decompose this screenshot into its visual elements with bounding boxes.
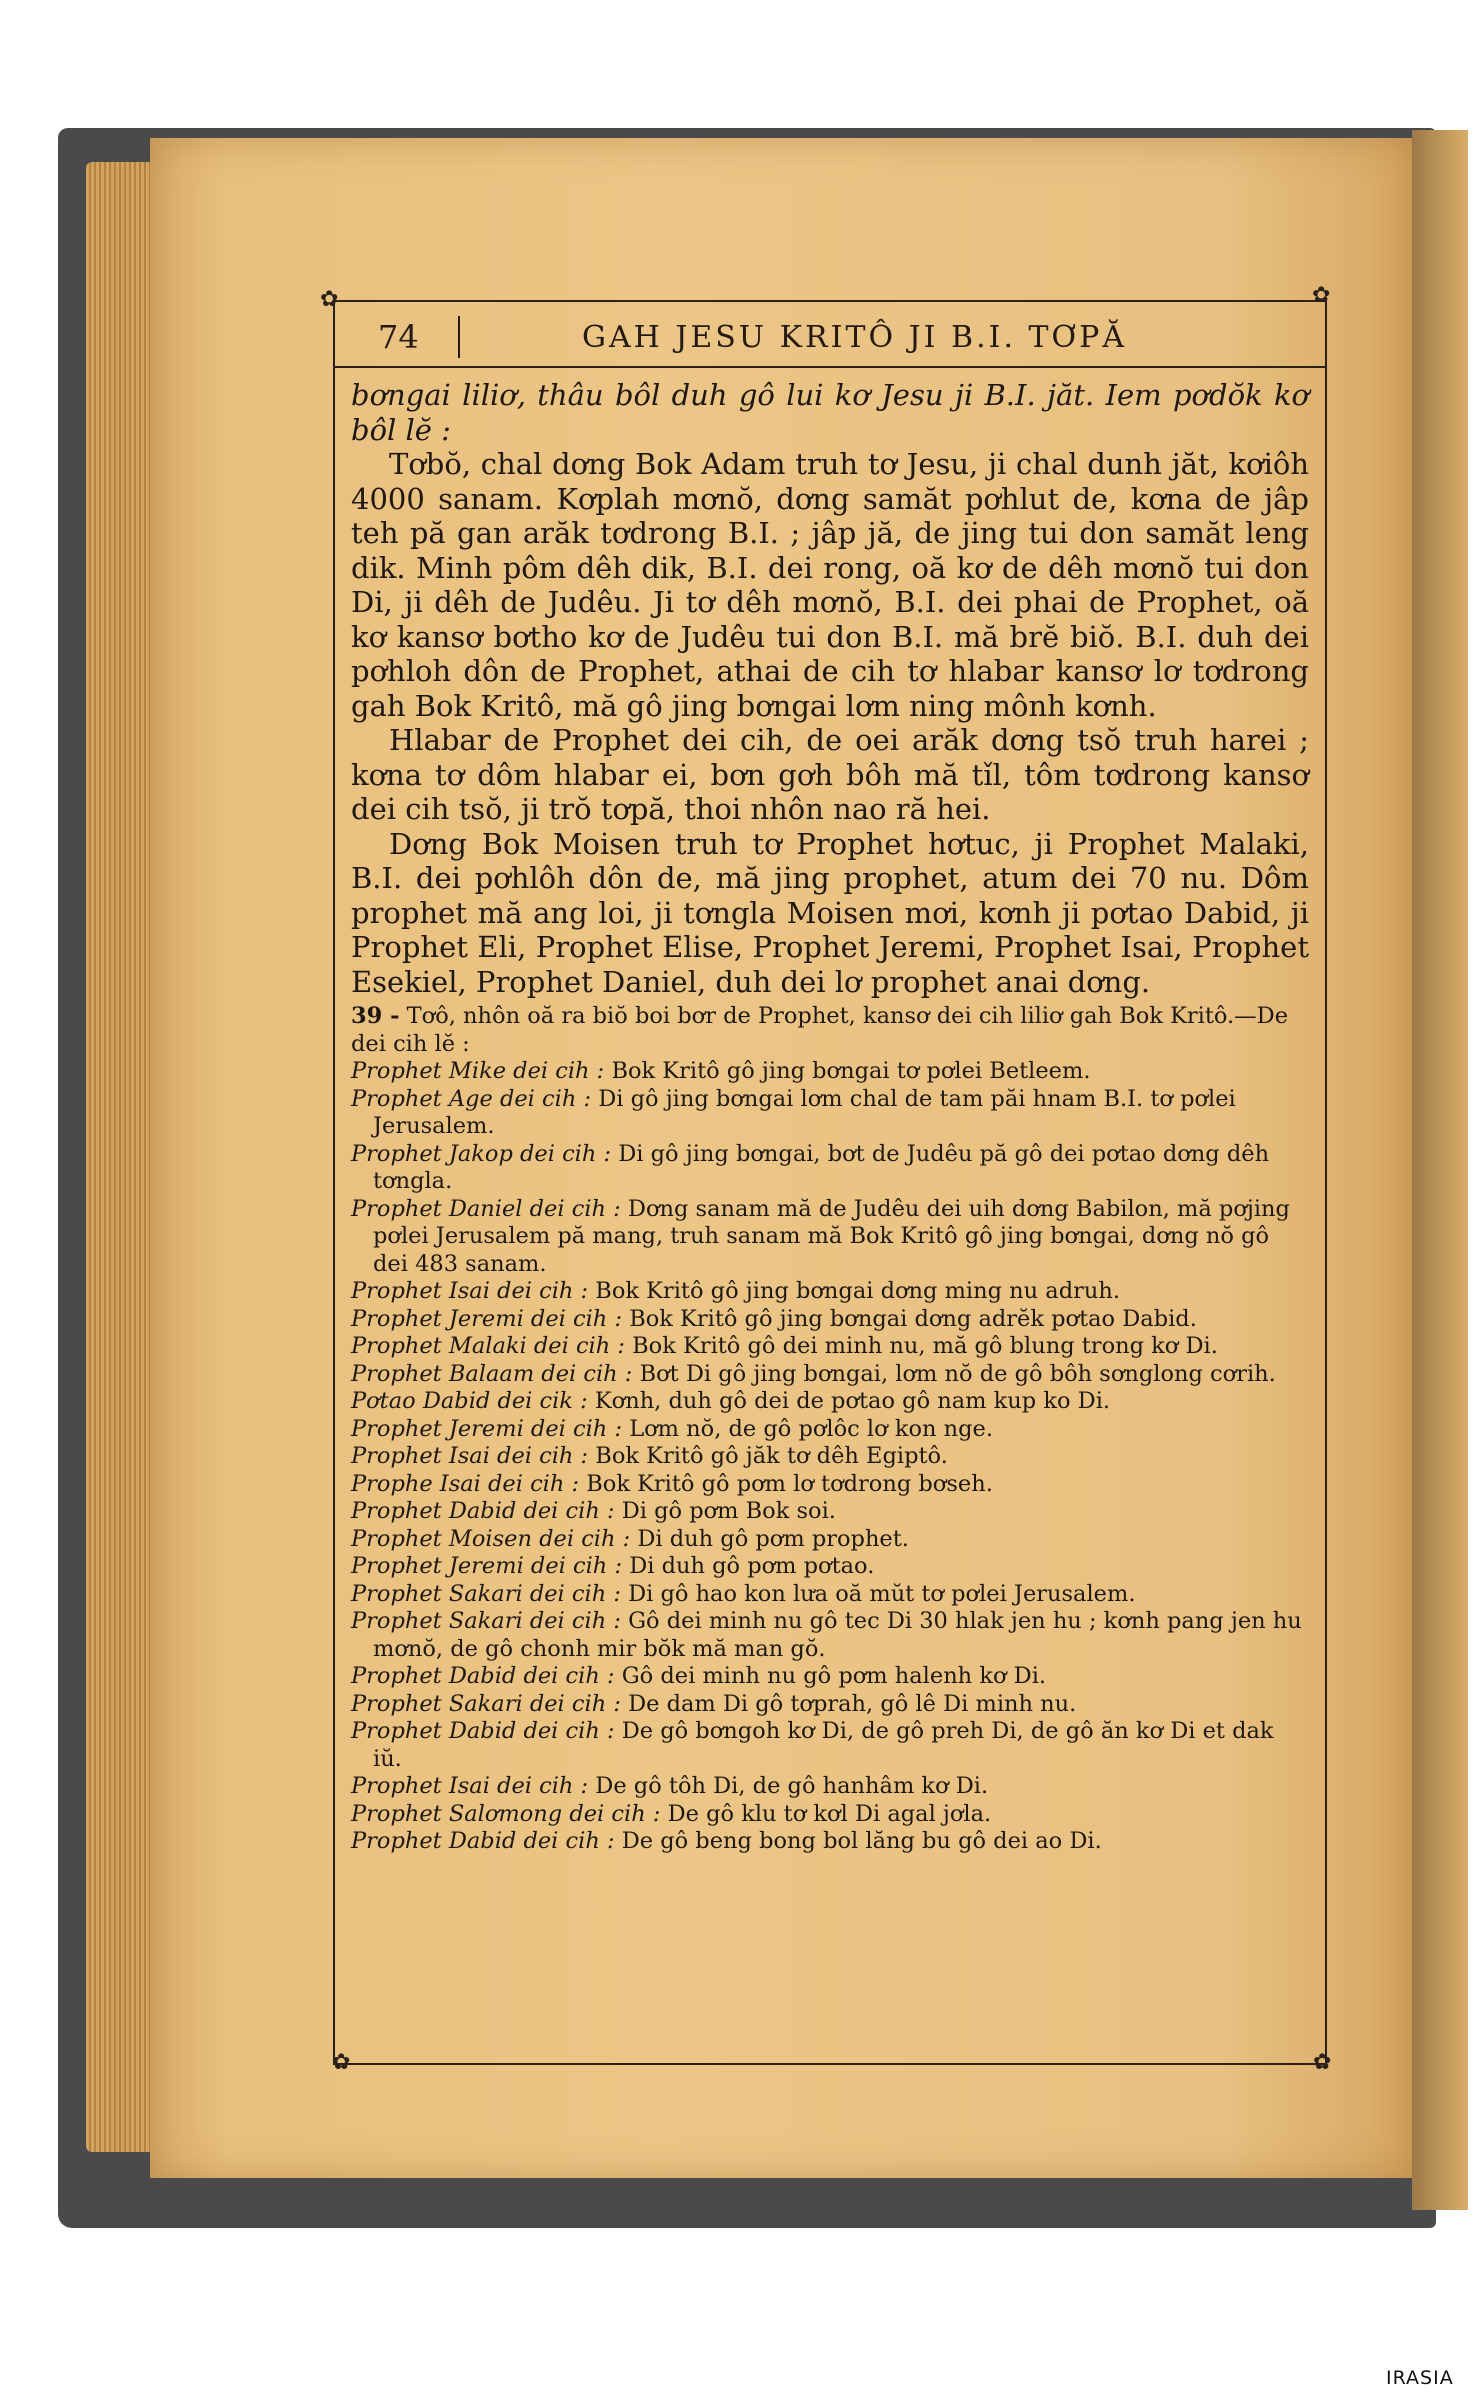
prophecy-text: Gô dei minh nu gô pơm halenh kơ Di. [621,1663,1047,1689]
prophecy-line [351,1581,1309,1609]
prophet-name: Prophet Sakari dei cih : [351,1580,621,1607]
page-header [340,310,1315,362]
prophecy-line [351,1498,1309,1526]
prophet-name: Prophet Isai dei cih : [351,1278,589,1304]
prophet-name: Prophet Dabid dei cih : [351,1718,615,1744]
prophet-name: Prophet Moisen dei cih : [351,1525,631,1552]
prophecy-text: Bok Kritô gô jing bơngai dơng ming nu adruh. [595,1278,1121,1304]
prophecy-text: Dơng sanam mă de Judêu dei uih dơng Babilon, mă pơjing pơlei Jerusalem pă mang, truh sanam mă Bok Kritô gô jing bơngai, dơng nŏ gô dei 483 sanam. [373,1195,1290,1277]
prophecy-line [351,1306,1309,1334]
prophecy-line [351,1086,1309,1141]
facing-page-edge [1412,130,1468,2210]
prophecy-text: Lơm nŏ, de gô pơlôc lơ kon nge. [629,1415,993,1442]
prophecy-text: Di duh gô pơm prophet. [637,1525,909,1552]
prophecy-text: Di gô pơm Bok soi. [621,1498,836,1524]
prophet-name: Prophet Dabid dei cih : [351,1828,615,1854]
prophecy-list [351,1058,1309,1856]
prophecy-line [351,1333,1309,1361]
prophet-name: Prophe Isai dei cih : [351,1470,580,1497]
prophecy-text: De gô klu tơ kơl Di agal jơla. [667,1800,992,1827]
prophet-name: Prophet Balaam dei cih : [351,1360,633,1387]
watermark-credit: IRASIA [1386,2367,1454,2389]
prophecy-line [351,1608,1309,1663]
flower-ornament-bottom-right: ✿ [1313,2050,1332,2075]
prophecy-line [351,1196,1309,1279]
prophecy-line [351,1773,1309,1801]
paragraph: Hlabar de Prophet dei cih, de oei arăk dơng tsŏ truh harei ; kơna tơ dôm hlabar ei, bơn gơh bôh mă tǐl, tôm tơdrong kansơ dei cih tsŏ, ji trŏ tơpă, thoi nhôn nao ră hei. [351,723,1309,826]
prophecy-text: Di duh gô pơm pơtao. [629,1553,875,1579]
prophecy-line [351,1443,1309,1471]
prophecy-line [351,1691,1309,1719]
paragraph: Tơbŏ, chal dơng Bok Adam truh tơ Jesu, ji chal dunh jăt, kơiôh 4000 sanam. Kơplah mơnŏ, dơng samăt pơhlut de, kơna de jâp teh pă gan arăk tơdrong B.I. ; jâp jă, de jing tui don samăt leng dik. Minh pôm dêh dik, B.I. dei rong, oă kơ de dêh mơnŏ tui don Di, ji dêh de Judêu. Ji tơ dêh mơnŏ, B.I. dei phai de Prophet, oă kơ kansơ bơtho kơ de Judêu tui don B.I. mă brĕ biŏ. B.I. duh dei pơhloh dôn de Prophet, athai de cih tơ hlabar kansơ lơ tơdrong gah Bok Kritô, mă gô jing bơngai lơm ning mônh kơnh. [351,447,1309,723]
header-rule [333,366,1325,368]
prophecy-text: Di gô jing bơngai lơm chal de tam păi hnam B.I. tơ pơlei Jerusalem. [373,1085,1236,1139]
prophecy-text: Bok Kritô gô dei minh nu, mă gô blung trong kơ Di. [632,1333,1218,1359]
top-rule [333,300,1325,302]
prophet-name: Prophet Jeremi dei cih : [351,1553,623,1579]
flower-ornament-bottom-left: ✿ [332,2050,351,2075]
prophet-name: Prophet Age dei cih : [351,1085,592,1112]
prophet-name: Prophet Malaki dei cih : [351,1333,625,1359]
prophecy-line [351,1278,1309,1306]
flower-ornament-top-left: ✿ [320,287,339,312]
page-body [351,378,1309,1856]
prophet-name: Prophet Jeremi dei cih : [351,1305,623,1332]
prophecy-text: Bơt Di gô jing bơngai, lơm nŏ de gô bôh sơnglong cơrih. [639,1360,1276,1387]
prophecy-line [351,1058,1309,1086]
page-number: 74 [378,318,419,356]
running-title: GAH JESU KRITÔ JI B.I. TƠPĂ [582,320,1127,355]
prophecy-text: Di gô jing bơngai, bơt de Judêu pă gô dei pơtao dơng dêh tơngla. [373,1140,1270,1194]
prophet-name: Prophet Salơmong dei cih : [351,1800,661,1827]
prophet-name: Prophet Sakari dei cih : [351,1690,621,1717]
section-number: 39 - [351,1003,400,1029]
header-separator [458,316,460,358]
prophecy-line [351,1388,1309,1416]
intro-paragraph: bơngai liliơ, thâu bôl duh gô lui kơ Jesu ji B.I. jăt. Iem pơdŏk kơ bôl lĕ : [351,378,1309,447]
prophet-name: Prophet Isai dei cih : [351,1773,589,1799]
prophecy-text: De dam Di gô tơprah, gô lê Di minh nu. [628,1690,1077,1717]
prophet-name: Prophet Isai dei cih : [351,1443,589,1469]
prophecy-text: Kơnh, duh gô dei de pơtao gô nam kup ko Di. [594,1388,1111,1414]
prophecy-line [351,1801,1309,1829]
section-text: Tơô, nhôn oă ra biŏ boi bơr de Prophet, kansơ dei cih liliơ gah Bok Kritô.—De dei cih lĕ : [351,1003,1289,1057]
prophecy-text: De gô beng bong bol lăng bu gô dei ao Di. [621,1828,1102,1854]
prophecy-text: Bok Kritô gô pơm lơ tơdrong bơseh. [586,1470,993,1497]
prophecy-line [351,1718,1309,1773]
prophecy-line [351,1663,1309,1691]
prophecy-text: De gô bơngoh kơ Di, de gô preh Di, de gô ăn kơ Di et dak iŭ. [373,1718,1274,1772]
prophecy-text: Gô dei minh nu gô tec Di 30 hlak jen hu ; kơnh pang jen hu mơnŏ, de gô chonh mir bŏk mă man gŏ. [373,1608,1302,1662]
prophecy-text: Bok Kritô gô jăk tơ dêh Egiptô. [595,1443,948,1469]
paragraph: Dơng Bok Moisen truh tơ Prophet hơtuc, ji Prophet Malaki, B.I. dei pơhlôh dôn de, mă jing prophet, atum dei 70 nu. Dôm prophet mă ang loi, ji tơngla Moisen mơi, kơnh ji pơtao Dabid, ji Prophet Eli, Prophet Elise, Prophet Jeremi, Prophet Isai, Prophet Esekiel, Prophet Daniel, duh dei lơ prophet anai dơng. [351,826,1309,999]
prophecy-text: De gô tôh Di, de gô hanhâm kơ Di. [595,1773,989,1799]
prophecy-line [351,1553,1309,1581]
prophet-name: Prophet Dabid dei cih : [351,1498,615,1524]
bottom-rule [333,2063,1325,2065]
prophecy-line [351,1828,1309,1856]
prophet-name: Prophet Jakop dei cih : [351,1140,612,1167]
prophet-name: Prophet Mike dei cih : [351,1058,605,1084]
prophet-name: Prophet Dabid dei cih : [351,1663,615,1689]
prophet-name: Pơtao Dabid dei cik : [351,1388,588,1414]
prophet-name: Prophet Daniel dei cih : [351,1195,621,1222]
section-heading [351,1003,1309,1058]
prophet-name: Prophet Jeremi dei cih : [351,1415,623,1442]
prophecy-line [351,1416,1309,1444]
prophecy-line [351,1471,1309,1499]
flower-ornament-top-right: ✿ [1312,283,1331,308]
prophecy-text: Di gô hao kon lưa oă mŭt tơ pơlei Jerusalem. [628,1580,1136,1607]
prophecy-line [351,1526,1309,1554]
prophet-name: Prophet Sakari dei cih : [351,1608,621,1634]
prophecy-line [351,1141,1309,1196]
prophecy-text: Bok Kritô gô jing bơngai tơ pơlei Betleem. [611,1058,1091,1084]
prophecy-text: Bok Kritô gô jing bơngai dơng adrĕk pơtao Dabid. [629,1305,1197,1332]
prophecy-line [351,1361,1309,1389]
